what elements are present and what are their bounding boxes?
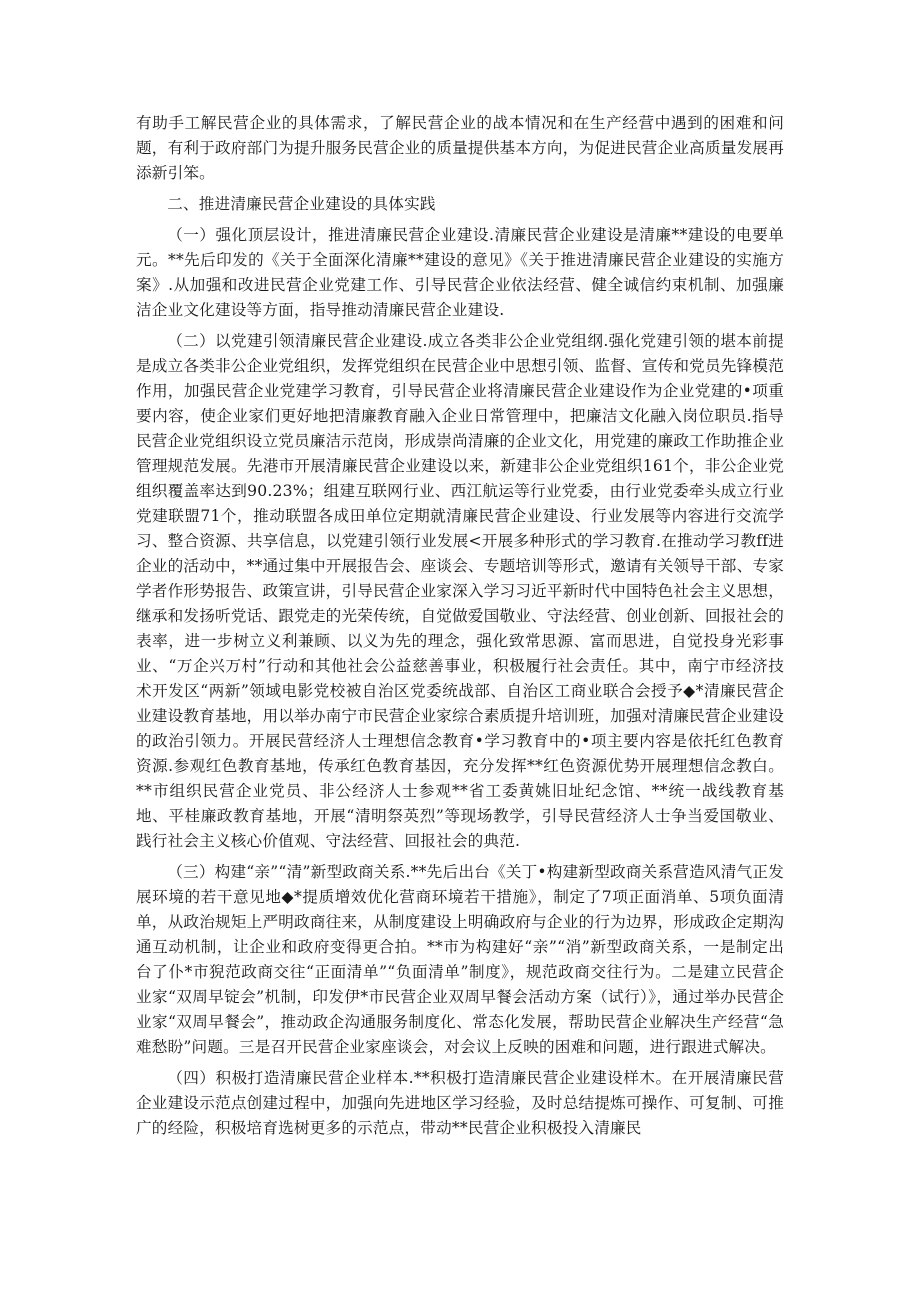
document-page xyxy=(136,111,784,1141)
paragraph-part-4: （四）积极打造清廉民营企业样本.**积极打造清廉民营企业建设样木。在开展清廉民营企业建设示范点创建过程中，加强向先进地区学习经验，及时总结提炼可操作、可复制、可推广的经险，积极培育选树更多的示范点，带动**民营企业积极投入清廉民 xyxy=(136,1069,784,1137)
paragraph-part-3: （三）构建“亲”“清”新型政商关系.**先后出台《关丁•构建新型政商关系营造风清气正发展环境的若干意见地◆*提质增效优化营商环境若干措施》，制定了7项正面消单、5项负面清单，从政治规矩上严明政商往来，从制度建设上明确政府与企业的行为边界，形成政企定期沟通互动机制，让企业和政府变得更合拍。**市为构建好“亲”“消”新型政商关系，一是制定出台了仆*市猊范政商交往“正面清单”“负面清单”制度》，规范政商交往行为。二是建立民营企业家“双周早锭会”机制，印发伊*市民营企业双周早餐会活动方案（试行）》，通过举办民营企业家“双周早餐会”，推动政企沟通服务制度化、常态化发展，帮助民营企业解决生产经营“急难愁盼”问题。三是召开民营企业家座谈会，对会议上反映的困难和问题，进行跟进式解决。 xyxy=(136,863,784,1056)
paragraph-part-2: （二）以党建引领清廉民营企业建设.成立各类非公企业党组纲.强化党建引领的堪本前提是成立各类非公企业党组织，发挥党组织在民营企业中思想引领、监督、宣传和党员先锋模范作用，加强民营企业党建学习教育，引导民营企业将清廉民营企业建设作为企业党建的•项重要内容，使企业家们更好地把清廉教育融入企业日常管理中，把廉洁文化融入岗位职员.指导民营企业党组织设立党员廉洁示范岗，形成崇尚清廉的企业文化，用党建的廉政工作助推企业管理规范发展。先港市开展清廉民营企业建设以来，新建非公企业党组织161个，非公企业党组织覆盖率达到90.23%；组建互联网行业、西江航运等行业党委，由行业党委牵头成立行业党建联盟71个，推动联盟各成田单位定期就清廉民营企业建设、行业发展等内容进行交流学习、整合资源、共享信息，以党建引领行业发展<开展多种形式的学习教育.在推动学习教ff进企业的活动中，**通过集中开展报告会、座谈会、专题培训等形式，邀请有关领导干部、专家学者作形势报告、政策宣讲，引导民营企业家深入学习习近平新时代中国特色社会主义思想，继承和发扬听党话、跟党走的光荣传统，自觉做爱国敬业、守法经营、创业创新、回报社会的表率，进一步树立义利兼顾、以义为先的理念，强化致常思源、富而思进，自觉投身光彩事业、“万企兴万村”行动和其他社会公益慈善事业，积极履行社会责任。其中，南宁市经济技术开发区“两新”领域电影党校被自治区党委统战部、自治区工商业联合会授予◆*清廉民营企业建设教育基地，用以举办南宁市民营企业家综合素质提升培训班，加强对清廉民营企业建设的政治引领力。开展民营经济人士理想信念教育•学习教育中的•项主要内容是依托红色教育资源.参观红色教育基地，传承红色教育基因，充分发挥**红色资源优势开展理想信念教白。**市组织民营企业党员、非公经济人士参观**省工委黄姚旧址纪念馆、**统一战线教育基地、平桂廉政教育基地，开展“清明祭英烈”等现场教学，引导民营经济人士争当爱国敬业、践行社会主义核心价值观、守法经营、回报社会的典范. xyxy=(136,332,784,850)
section-heading: 二、推进清廉民营企业建设的具体实践 xyxy=(167,195,436,213)
paragraph-intro-continuation: 有助手工解民营企业的具体需求，了解民营企业的战本情况和在生产经营中遇到的困难和问题，有利于政府部门为提升服务民营企业的质量提供基本方向，为促进民营企业高质量发展再添新引笨。 xyxy=(136,114,784,182)
paragraph-part-1: （一）强化顶层设计，推进清廉民营企业建设.清廉民营企业建设是清廉**建设的电要单元。**先后印发的《关于全面深化清廉**建设的意见》《关于推进清廉民营企业建设的实施方案》.从加强和改进民营企业党建工作、引导民营企业依法经营、健全诚信约束机制、加强廉洁企业文化建设等方面，指导推动清廉民营企业建设. xyxy=(136,226,784,319)
